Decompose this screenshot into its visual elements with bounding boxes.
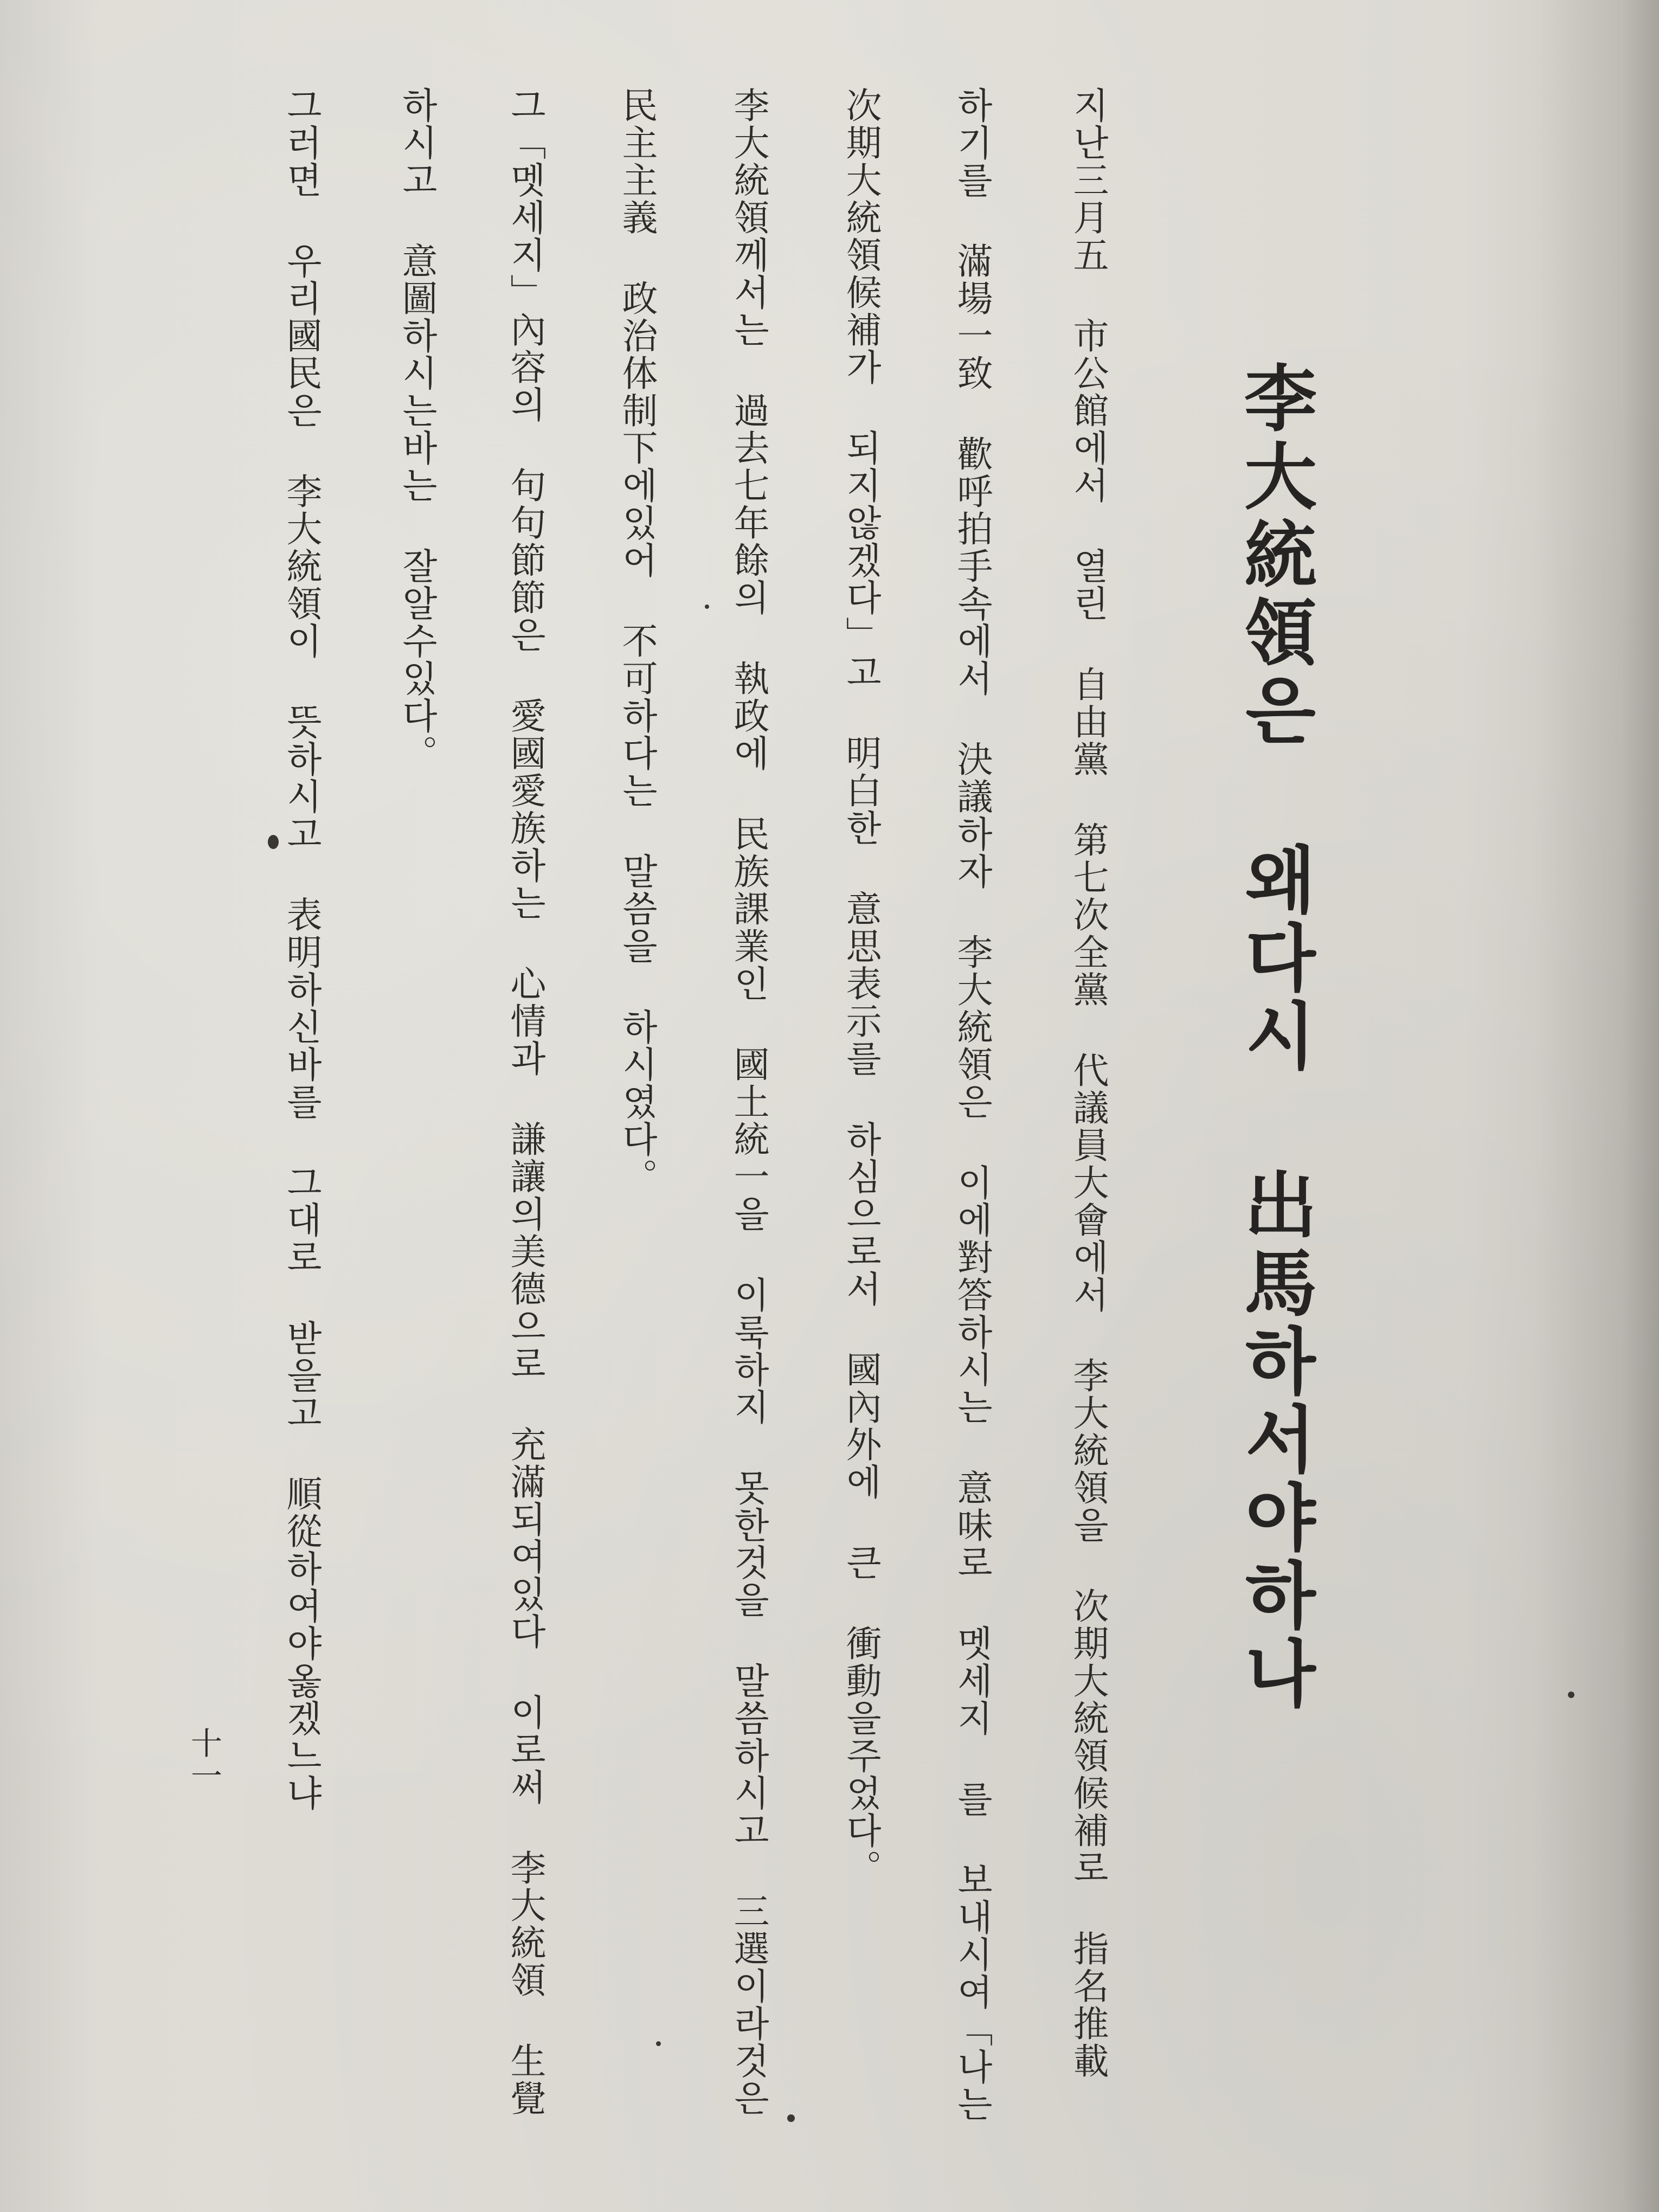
paper-speck (787, 2114, 795, 2122)
text-column: 李大統領께서는 過去七年餘의 執政에 民族課業인 國土統一을 이룩하지 못한것을 말씀하시고 三選이라것은 (728, 87, 769, 2117)
text-column: 그러면 우리國民은 李大統領이 뜻하시고 表明하신바를 그대로 받을고 順從하여야옳겠느냐 (280, 87, 322, 1812)
text-column: 하기를 滿場一致 歡呼拍手속에서 決議하자 李大統領은 이에對答하시는 意味로 멧세지 를 보내시여「나는 (951, 87, 993, 2123)
text-column: 次期大統領候補가 되지않겠다」고 明白한 意思表示를 하심으로서 國內外에 큰 衝動을주었다。 (840, 87, 882, 1887)
binding-gutter-shadow (1534, 0, 1659, 2212)
text-column: 하시고 意圖하시는바는 잘알수있다。 (396, 87, 438, 772)
paper-speck (656, 2041, 661, 2046)
page-title: 李大統領은 왜다시 出馬하서야하나 (1232, 361, 1318, 1714)
text-column: 民主主義 政治体制下에있어 不可하다는 말씀을 하시였다。 (616, 87, 658, 1195)
paper-speck (705, 605, 709, 609)
text-column: 그「멧세지」內容의 句句節節은 愛國愛族하는 心情과 謙讓의美德으로 充滿되여있다 이로써 李大統領 生覺 (504, 87, 546, 2117)
text-column: 지난三月五 市公館에서 열린 自由黨 第七次全黨 代議員大會에서 李大統領을 次期大統領候補로 指名推載 (1067, 87, 1109, 2080)
page-number: 十一 (185, 1727, 222, 1792)
paper-speck (268, 835, 279, 849)
paper-speck (1568, 1692, 1574, 1698)
